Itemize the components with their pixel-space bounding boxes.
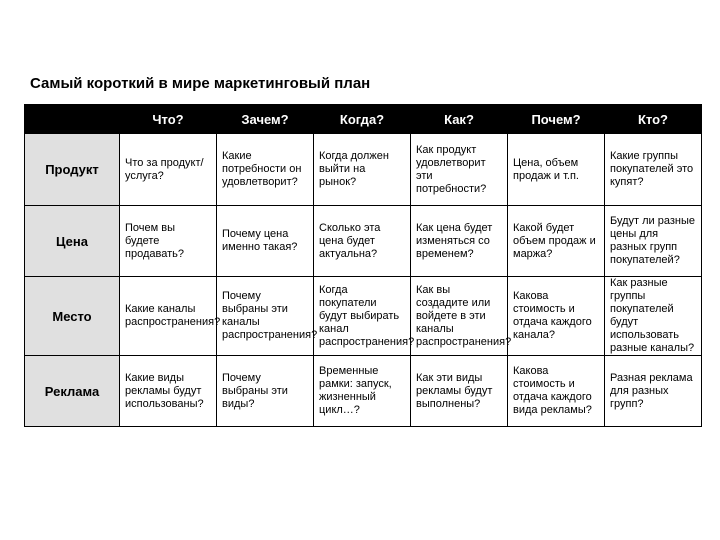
table-cell: Разная реклама для разных групп? [605,356,702,427]
table-cell: Какие каналы распространения? [120,277,217,356]
page-title: Самый короткий в мире маркетинговый план [30,75,371,92]
column-header-why: Зачем? [217,105,314,134]
row-header-promotion: Реклама [25,356,120,427]
row-header-place: Место [25,277,120,356]
table-cell: Почем вы будете продавать? [120,206,217,277]
table-row-place [25,277,702,356]
table-row-promotion [25,356,702,427]
table-cell: Сколько эта цена будет актуальна? [314,206,411,277]
corner-cell [25,105,120,134]
column-header-who: Кто? [605,105,702,134]
table-cell: Почему цена именно такая? [217,206,314,277]
table-cell: Какой будет объем продаж и маржа? [508,206,605,277]
table-cell: Как продукт удовлетворит эти потребности? [411,134,508,206]
table-cell: Как разные группы покупателей будут использовать разные каналы? [605,277,702,356]
column-header-how: Как? [411,105,508,134]
row-header-product: Продукт [25,134,120,206]
table-cell: Какие потребности он удовлетворит? [217,134,314,206]
column-header-price: Почем? [508,105,605,134]
table-cell: Когда покупатели будут выбирать канал распространения? [314,277,411,356]
table-cell: Почему выбраны эти каналы распространения? [217,277,314,356]
table-cell: Будут ли разные цены для разных групп покупателей? [605,206,702,277]
table-cell: Цена, объем продаж и т.п. [508,134,605,206]
header-row [25,105,702,134]
table-cell: Как цена будет изменяться со временем? [411,206,508,277]
table-cell: Как вы создадите или войдете в эти каналы распространения? [411,277,508,356]
table-cell: Какова стоимость и отдача каждого канала? [508,277,605,356]
table-cell: Когда должен выйти на рынок? [314,134,411,206]
table-cell: Временные рамки: запуск, жизненный цикл…? [314,356,411,427]
marketing-plan-table [24,104,702,427]
table-row-product [25,134,702,206]
table-cell: Почему выбраны эти виды? [217,356,314,427]
table-row-price [25,206,702,277]
table-cell: Какова стоимость и отдача каждого вида рекламы? [508,356,605,427]
table-cell: Что за продукт/услуга? [120,134,217,206]
column-header-what: Что? [120,105,217,134]
table-cell: Какие виды рекламы будут использованы? [120,356,217,427]
column-header-when: Когда? [314,105,411,134]
table-cell: Какие группы покупателей это купят? [605,134,702,206]
row-header-price: Цена [25,206,120,277]
table-cell: Как эти виды рекламы будут выполнены? [411,356,508,427]
